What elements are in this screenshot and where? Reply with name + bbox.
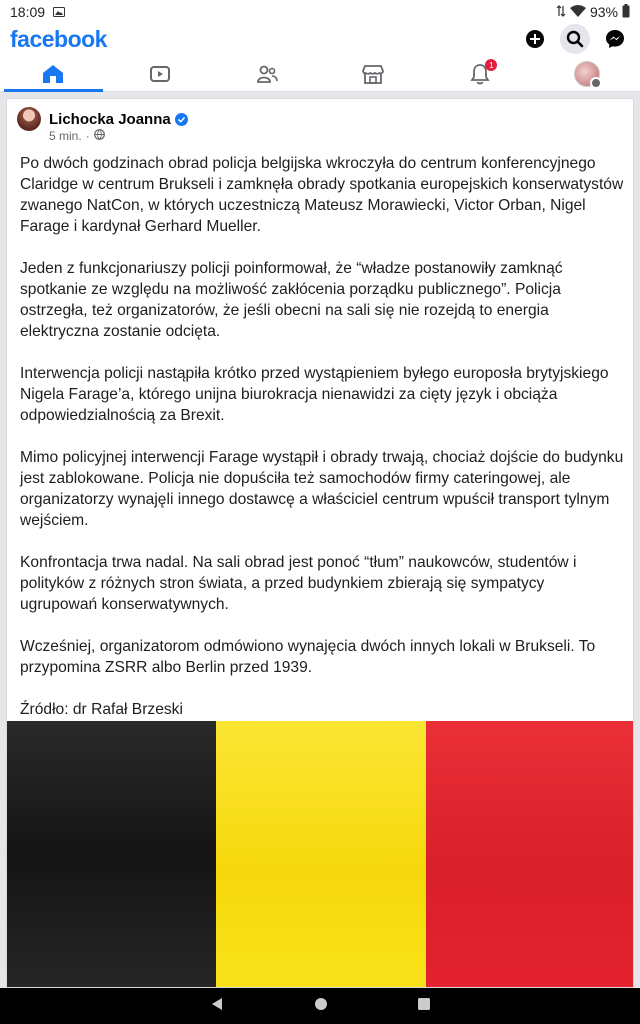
privacy-globe-icon — [94, 129, 105, 143]
back-icon — [210, 997, 224, 1011]
post-source: Źródło: dr Rafał Brzeski — [20, 701, 183, 718]
app-header — [0, 24, 640, 54]
tab-notifications[interactable] — [427, 56, 534, 91]
tab-marketplace[interactable] — [320, 56, 427, 91]
sync-icon — [556, 4, 566, 20]
post-paragraph: Jeden z funkcjonariuszy policji poinformował, że “władze postanowiły zamknąć spotkanie ze względu na możliwość zakłócenia porządku publicznego”. Policja ostrzegła, też organizatorów, że jeśli obecni na sali się nie rozejdą to energia elektryczna zostanie odcięta. — [20, 260, 563, 340]
author-name[interactable] — [49, 111, 188, 128]
flag-stripe-red — [426, 721, 634, 988]
post-image-belgian-flag[interactable] — [7, 721, 634, 988]
friends-icon — [256, 65, 278, 83]
recents-icon — [418, 998, 430, 1010]
post-paragraph: Wcześniej, organizatorom odmówiono wynajęcia dwóch innych lokali w Brukseli. To przypomina ZSRR albo Berlin przed 1939. — [20, 638, 596, 676]
search-button[interactable] — [560, 24, 590, 54]
author-avatar[interactable] — [17, 107, 41, 131]
meta-separator: · — [85, 129, 90, 143]
battery-icon — [622, 4, 630, 21]
marketplace-icon — [362, 64, 384, 84]
verified-badge-icon — [175, 113, 188, 126]
tab-home[interactable] — [0, 56, 107, 91]
recents-button[interactable] — [418, 997, 430, 1015]
notifications-badge: 1 — [485, 59, 497, 71]
post-paragraph: Mimo policyjnej interwencji Farage wystąpił i obrady trwają, chociaż dojście do budynku jest zablokowane. Policja nie dopuściła też samochodów firmy cateringowej, ale organizatorzy wynajęli innego dostawcę a właściciel centrum wpuścił transport tylnym wejściem. — [20, 449, 624, 529]
post-body — [20, 153, 624, 741]
post-time[interactable]: 5 min. — [49, 129, 82, 143]
post-paragraph: Konfrontacja trwa nadal. Na sali obrad jest ponoć “tłum” naukowców, studentów i polityków z różnych stron świata, a przed budynkiem zbierają się sympatycy ugrupowań konserwatywnych. — [20, 554, 577, 613]
main-nav — [0, 56, 640, 92]
tab-video[interactable] — [107, 56, 214, 91]
flag-stripe-yellow — [216, 721, 425, 988]
facebook-logo[interactable]: facebook — [10, 25, 107, 52]
post-paragraph: Interwencja policji nastąpiła krótko przed wystąpieniem byłego europosła brytyjskiego Nigela Farage’a, którego unijna biurokracja nienawidzi za cięty język i obciąża odpowiedzialnością za Brexit. — [20, 365, 609, 424]
tab-profile-menu[interactable] — [533, 56, 640, 91]
author-name-text[interactable]: Lichocka Joanna — [49, 110, 171, 128]
messenger-icon — [605, 29, 625, 49]
post-card — [6, 98, 634, 988]
post-paragraph: Po dwóch godzinach obrad policja belgijska wkroczyła do centrum konferencyjnego Claridge w centrum Brukseli i zamknęła obrady spotkania europejskich konserwatystów zwanego NatCon, w których uczestniczą Mateusz Morawiecki, Victor Orban, Nigel Farage i kardynał Gerhard Mueller. — [20, 155, 624, 235]
gallery-notification-icon — [53, 4, 65, 20]
home-system-button[interactable] — [314, 997, 328, 1016]
plus-circle-icon — [525, 29, 545, 49]
post-header — [17, 107, 188, 131]
create-button[interactable] — [520, 24, 550, 54]
avatar-menu-icon — [574, 61, 600, 87]
wifi-icon — [570, 4, 586, 20]
home-icon — [42, 64, 64, 84]
status-bar — [0, 0, 640, 24]
status-time: 18:09 — [10, 4, 46, 20]
back-button[interactable] — [210, 997, 224, 1016]
tab-friends[interactable] — [213, 56, 320, 91]
video-icon — [149, 65, 171, 83]
post-meta — [49, 129, 105, 143]
search-icon — [566, 30, 584, 48]
battery-percent: 93% — [589, 4, 618, 20]
messenger-button[interactable] — [600, 24, 630, 54]
flag-stripe-black — [7, 721, 216, 988]
home-circle-icon — [314, 997, 328, 1011]
system-nav-bar — [0, 988, 640, 1024]
